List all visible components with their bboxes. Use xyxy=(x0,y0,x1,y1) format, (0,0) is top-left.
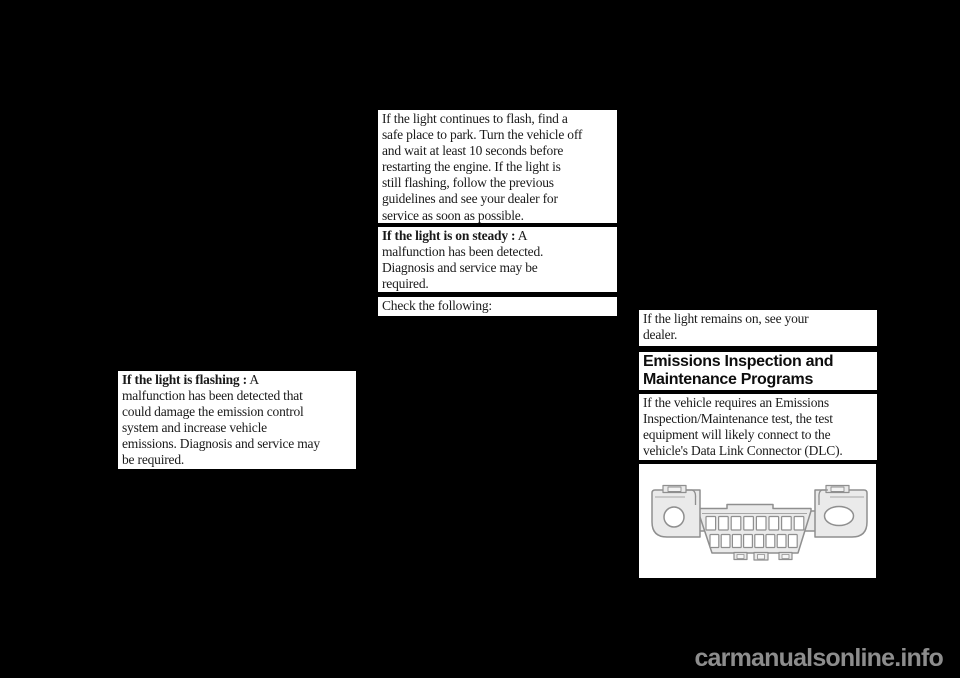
bold-lead-on-steady: If the light is on steady : xyxy=(382,228,516,243)
section-heading-emissions-inspection: Emissions Inspection and Maintenance Programs xyxy=(639,352,877,390)
paragraph-check-following: Check the following: xyxy=(378,297,617,316)
bold-lead-flashing: If the light is flashing : xyxy=(122,372,247,387)
paragraph-light-on-steady xyxy=(378,227,617,292)
obd-connector-icon xyxy=(639,464,876,578)
paragraph-flashing-text: A malfunction has been detected that could damage the emission control system and increase vehicle emissions. Diagnosis and service may be required. xyxy=(122,372,320,468)
watermark-logo: carmanualsonline.info xyxy=(694,644,943,672)
paragraph-continue-flash: If the light continues to flash, find a safe place to park. Turn the vehicle off and wait at least 10 seconds before restarting the engine. If the light is still flashing, follow the previous guidelines and see your dealer for service as soon as possible. xyxy=(378,110,617,223)
paragraph-on-steady-text: A malfunction has been detected. Diagnosis and service may be required. xyxy=(382,228,544,292)
paragraph-light-remains-on: If the light remains on, see your dealer. xyxy=(639,310,877,346)
paragraph-light-flashing xyxy=(118,371,356,469)
dlc-connector-figure xyxy=(639,464,876,578)
paragraph-dlc-info: If the vehicle requires an Emissions Inspection/Maintenance test, the test equipment will likely connect to the vehicle's Data Link Connector (DLC). xyxy=(639,394,877,460)
